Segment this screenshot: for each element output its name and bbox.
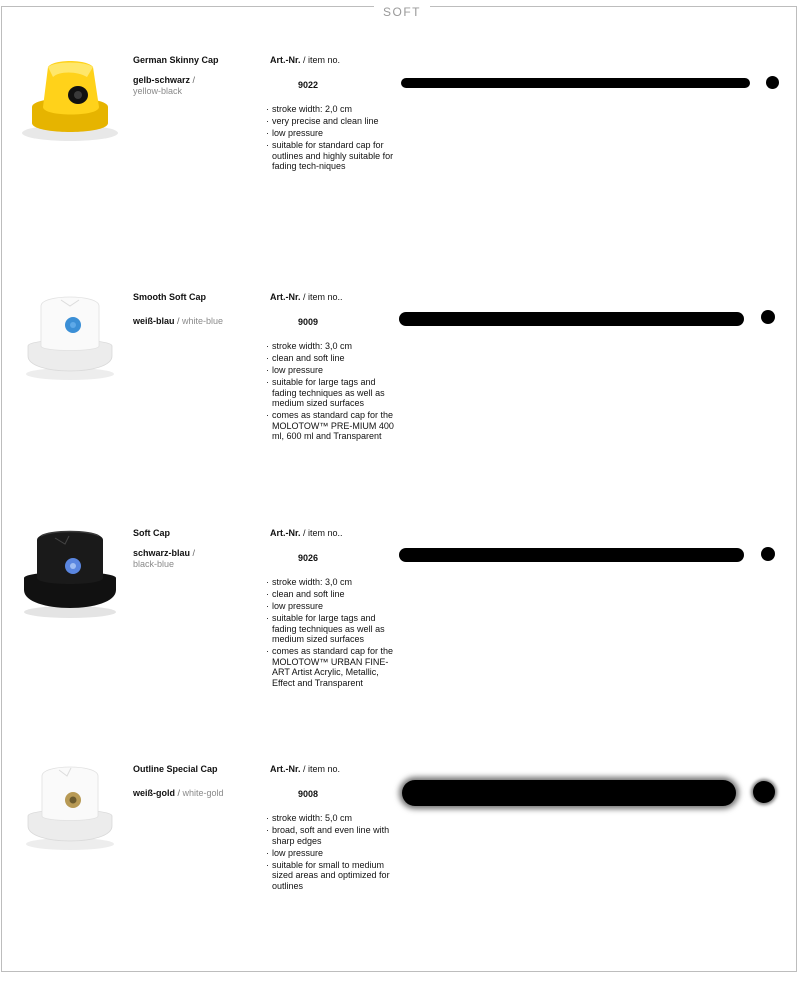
feature-item: · low pressure: [266, 848, 394, 859]
art-label-bold: Art.-Nr.: [270, 528, 301, 538]
feature-item: · suitable for small to medium sized areas and optimized for outlines: [266, 860, 394, 892]
color-de: weiß-gold: [133, 788, 175, 798]
stroke-sample: [402, 780, 736, 806]
product-name: Smooth Soft Cap: [133, 292, 206, 302]
section-title: SOFT: [374, 6, 430, 20]
stroke-sample: [399, 548, 744, 562]
art-label-bold: Art.-Nr.: [270, 764, 301, 774]
product-color: [133, 316, 243, 327]
feature-item: · suitable for large tags and fading techniques as well as medium sized surfaces: [266, 613, 394, 645]
item-no-label: / item no..: [300, 292, 343, 302]
art-number: 9022: [298, 80, 319, 90]
color-separator: /: [174, 316, 183, 326]
art-label-bold: Art.-Nr.: [270, 292, 301, 302]
color-de: weiß-blau: [133, 316, 175, 326]
feature-item: · stroke width: 3,0 cm: [266, 577, 394, 588]
dot-sample: [766, 76, 779, 89]
color-en: white-gold: [182, 788, 224, 798]
feature-item: · comes as standard cap for the MOLOTOW™ PRE-MIUM 400 ml, 600 ml and Transparent: [266, 410, 394, 442]
feature-item: · stroke width: 3,0 cm: [266, 341, 394, 352]
product-soft-cap: [0, 528, 800, 758]
feature-item: · comes as standard cap for the MOLOTOW™ URBAN FINE-ART Artist Acrylic, Metallic, Effect and Transparent: [266, 646, 394, 688]
art-label: [270, 764, 340, 774]
color-separator: /: [190, 75, 196, 85]
feature-item: · very precise and clean line: [266, 116, 394, 127]
item-no-label: / item no.: [300, 764, 341, 774]
art-label-bold: Art.-Nr.: [270, 55, 301, 65]
art-number: 9026: [298, 553, 319, 563]
color-de: schwarz-blau: [133, 548, 191, 558]
feature-list: [266, 104, 394, 173]
stroke-sample: [401, 78, 750, 88]
feature-item: · stroke width: 5,0 cm: [266, 813, 394, 824]
feature-item: · suitable for standard cap for outlines and highly suitable for fading tech-niques: [266, 140, 394, 172]
art-label: [270, 292, 343, 302]
color-en: black-blue: [133, 559, 175, 569]
feature-item: · low pressure: [266, 128, 394, 139]
feature-list: [266, 813, 394, 893]
feature-item: · low pressure: [266, 365, 394, 376]
color-en: white-blue: [182, 316, 224, 326]
color-separator: /: [190, 548, 196, 558]
black-blue-cap-icon: [15, 528, 125, 628]
white-blue-cap-icon: [15, 292, 125, 392]
feature-item: · suitable for large tags and fading techniques as well as medium sized surfaces: [266, 377, 394, 409]
art-number: 9008: [298, 789, 319, 799]
feature-item: · clean and soft line: [266, 353, 394, 364]
item-no-label: / item no..: [300, 528, 343, 538]
feature-list: [266, 577, 394, 690]
yellow-black-cap-icon: [15, 55, 125, 155]
feature-item: · clean and soft line: [266, 589, 394, 600]
product-color: [133, 75, 243, 97]
color-separator: /: [175, 788, 183, 798]
product-name: German Skinny Cap: [133, 55, 219, 65]
art-label: [270, 55, 340, 65]
feature-item: · low pressure: [266, 601, 394, 612]
dot-sample: [753, 781, 775, 803]
product-name: Soft Cap: [133, 528, 170, 538]
product-color: [133, 548, 243, 570]
product-color: [133, 788, 243, 799]
product-smooth-soft-cap: [0, 292, 800, 522]
color-en: yellow-black: [133, 86, 183, 96]
product-name: Outline Special Cap: [133, 764, 218, 774]
dot-sample: [761, 310, 775, 324]
feature-item: · broad, soft and even line with sharp edges: [266, 825, 394, 846]
feature-list: [266, 341, 394, 443]
art-number: 9009: [298, 317, 319, 327]
white-gold-cap-icon: [15, 764, 125, 864]
feature-item: · stroke width: 2,0 cm: [266, 104, 394, 115]
product-german-skinny-cap: [0, 55, 800, 285]
dot-sample: [761, 547, 775, 561]
product-outline-special-cap: [0, 764, 800, 994]
item-no-label: / item no.: [300, 55, 341, 65]
art-label: [270, 528, 343, 538]
color-de: gelb-schwarz: [133, 75, 191, 85]
stroke-sample: [399, 312, 744, 326]
